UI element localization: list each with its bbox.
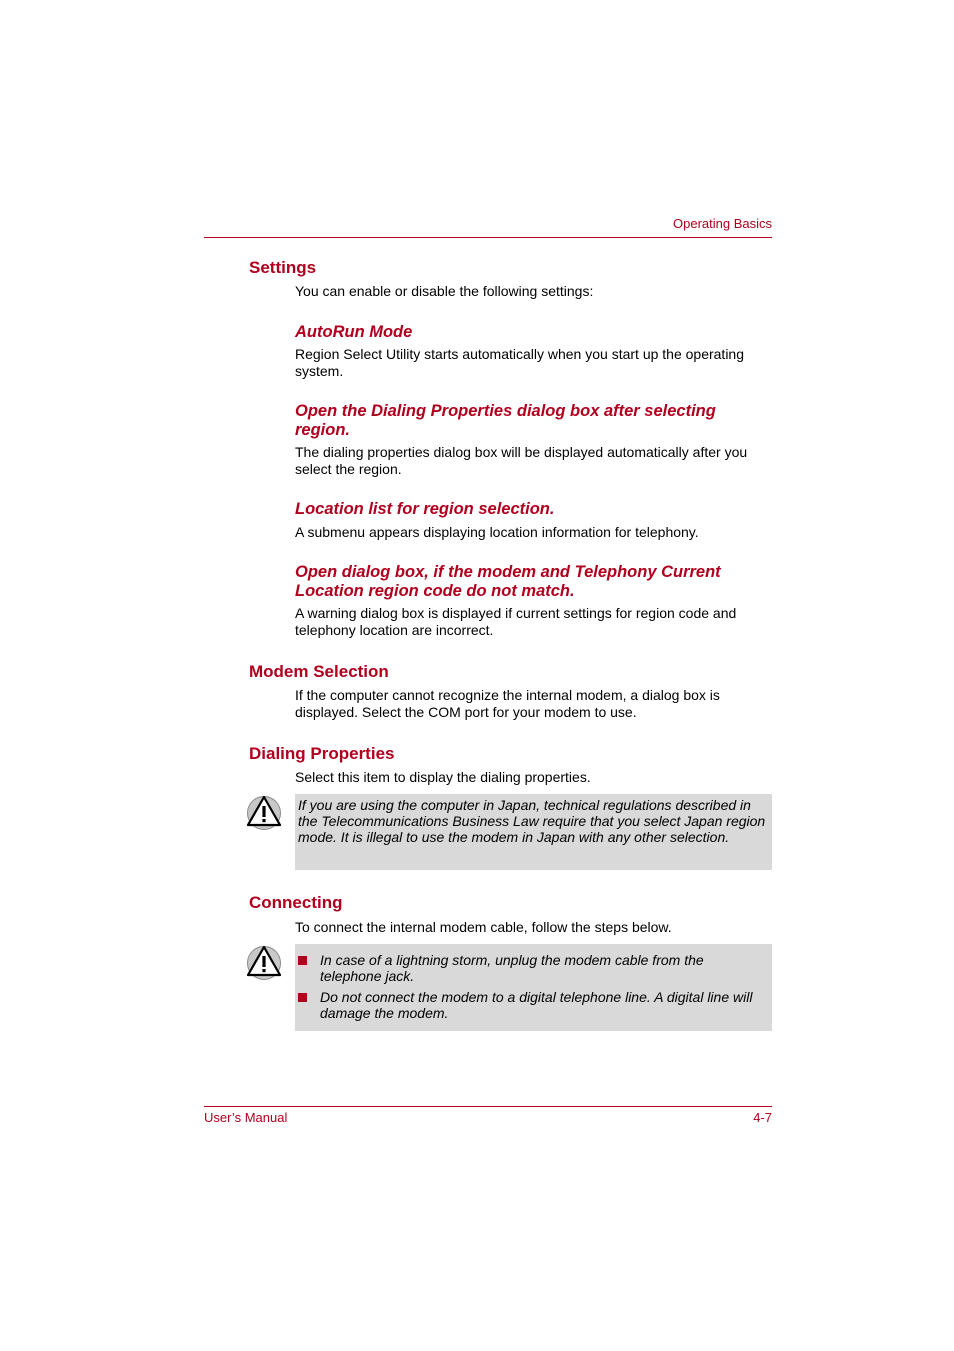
mismatch-heading: Open dialog box, if the modem and Telephony Current Location region code do not match.	[295, 563, 721, 600]
dialing-properties-heading: Dialing Properties	[249, 744, 395, 763]
footer-manual-title: User’s Manual	[204, 1110, 288, 1125]
mismatch-text: A warning dialog box is displayed if current settings for region code and telephony location are incorrect.	[295, 605, 737, 638]
dialing-properties-text: Select this item to display the dialing properties.	[295, 769, 591, 785]
caution-list	[295, 944, 772, 1031]
caution-list-item-text: Do not connect the modem to a digital telephone line. A digital line will damage the modem.	[320, 989, 753, 1021]
autorun-heading: AutoRun Mode	[295, 323, 413, 341]
modem-selection-heading: Modem Selection	[249, 662, 389, 681]
connecting-text: To connect the internal modem cable, follow the steps below.	[295, 919, 672, 935]
caution-note-connecting	[295, 944, 772, 1031]
location-list-text: A submenu appears displaying location information for telephony.	[295, 524, 699, 540]
dialing-open-text: The dialing properties dialog box will be displayed automatically after you select the region.	[295, 444, 748, 477]
autorun-text: Region Select Utility starts automatically when you start up the operating system.	[295, 346, 745, 379]
running-header: Operating Basics	[673, 216, 772, 231]
connecting-heading: Connecting	[249, 893, 343, 912]
page-number: 4-7	[753, 1110, 772, 1125]
caution-list-item	[295, 952, 766, 984]
settings-heading: Settings	[249, 258, 317, 277]
location-list-heading: Location list for region selection.	[295, 500, 555, 518]
caution-list-item-text: In case of a lightning storm, unplug the modem cable from the telephone jack.	[320, 952, 704, 984]
settings-intro: You can enable or disable the following settings:	[295, 283, 594, 299]
caution-note-japan-text: If you are using the computer in Japan, technical regulations described in the Telecommunications Business Law require that you select Japan region mode. It is illegal to use the modem in Japan with any other selection.	[298, 797, 766, 845]
caution-list-item	[295, 989, 766, 1021]
modem-selection-text: If the computer cannot recognize the internal modem, a dialog box is displayed. Select the COM port for your modem to use.	[295, 687, 720, 720]
square-bullet-icon	[298, 956, 307, 965]
header-rule	[204, 237, 772, 238]
warning-triangle-icon	[246, 944, 282, 980]
square-bullet-icon	[298, 993, 307, 1002]
caution-note-japan	[295, 794, 772, 870]
dialing-open-heading: Open the Dialing Properties dialog box after selecting region.	[295, 402, 716, 439]
warning-triangle-icon	[246, 794, 282, 830]
footer-rule	[204, 1106, 772, 1107]
